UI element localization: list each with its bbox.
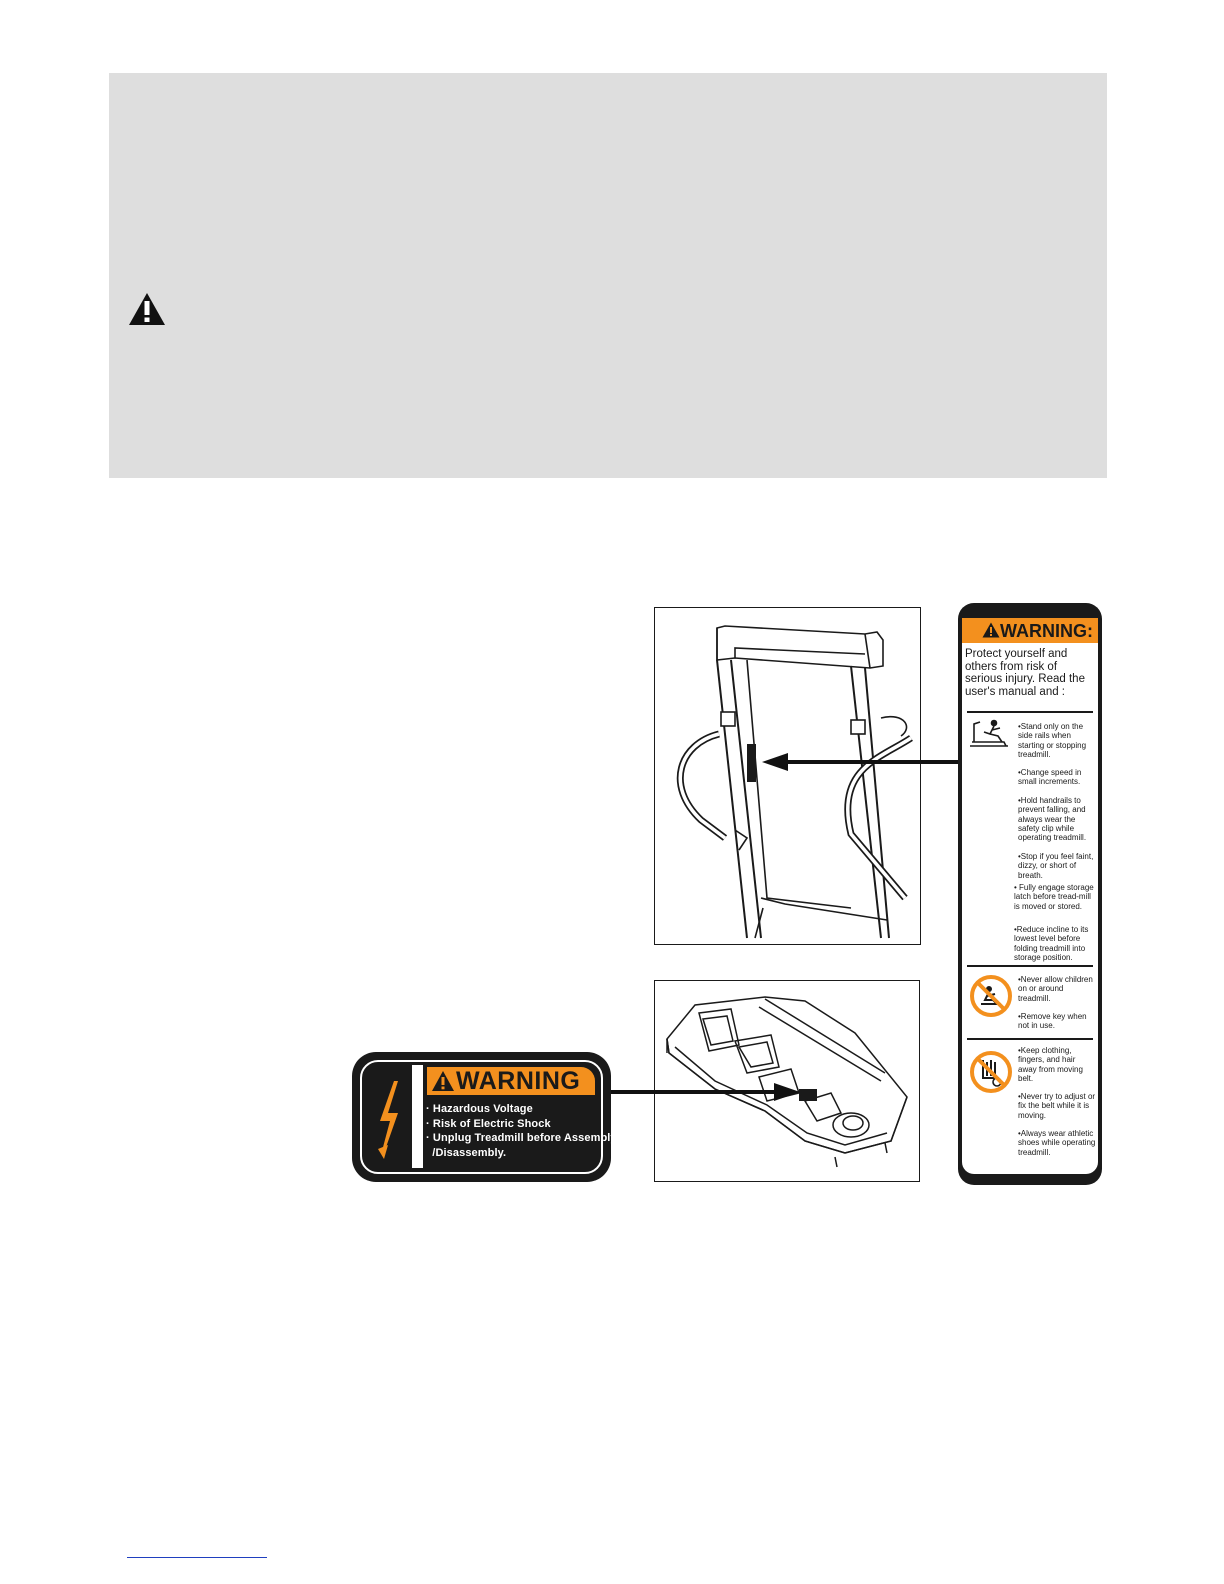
electrical-line: /Disassembly. bbox=[426, 1146, 507, 1159]
upright-treadmill-illustration bbox=[654, 607, 921, 945]
console-illustration bbox=[654, 980, 920, 1182]
label-divider bbox=[412, 1065, 423, 1168]
label-rule bbox=[967, 965, 1093, 967]
pointer-arrow-upright bbox=[762, 752, 960, 772]
instruction-panel bbox=[109, 73, 1107, 478]
no-children-icon bbox=[969, 974, 1013, 1018]
warning-item: •Stop if you feel faint, dizzy, or short of breath. bbox=[1018, 852, 1094, 880]
warning-label-intro: Protect yourself and others from risk of serious injury. Read the user's manual and : bbox=[965, 648, 1085, 698]
warning-item: •Always wear athletic shoes while operating treadmill. bbox=[1018, 1129, 1096, 1157]
warning-triangle-icon bbox=[982, 622, 1000, 638]
label-rule bbox=[967, 711, 1093, 713]
electrical-warning-title: WARNING bbox=[456, 1067, 581, 1095]
electrical-line: · Risk of Electric Shock bbox=[426, 1117, 551, 1130]
electrical-line: · Hazardous Voltage bbox=[426, 1103, 533, 1115]
label-rule bbox=[967, 1038, 1093, 1040]
electrical-warning-header bbox=[427, 1067, 595, 1095]
footer-link-underline bbox=[127, 1557, 267, 1558]
warning-item: •Change speed in small increments. bbox=[1018, 768, 1082, 787]
warning-label-body bbox=[962, 618, 1098, 1174]
warning-item: •Reduce incline to its lowest level before folding treadmill into storage position. bbox=[1014, 925, 1089, 962]
lightning-bolt-icon bbox=[370, 1065, 406, 1168]
warning-item: •Never allow children on or around treadmill. bbox=[1018, 975, 1093, 1003]
warning-label-title: WARNING: bbox=[1000, 621, 1093, 641]
no-hands-belt-icon bbox=[969, 1050, 1013, 1094]
warning-item: •Remove key when not in use. bbox=[1018, 1012, 1087, 1031]
warning-item: •Never try to adjust or fix the belt while it is moving. bbox=[1018, 1092, 1096, 1120]
warning-item: •Stand only on the side rails when starting or stopping treadmill. bbox=[1018, 722, 1087, 759]
electrical-line: · Unplug Treadmill before Assembly bbox=[426, 1132, 617, 1144]
electrical-warning-label bbox=[352, 1052, 617, 1182]
warning-label-header bbox=[962, 618, 1098, 643]
warning-triangle-icon bbox=[431, 1070, 455, 1092]
warning-item: • Fully engage storage latch before tread-mill is moved or stored. bbox=[1014, 883, 1094, 911]
side-rail-icon bbox=[968, 718, 1010, 750]
caution-triangle-icon bbox=[128, 292, 166, 326]
pointer-arrow-console bbox=[610, 1082, 800, 1102]
warning-item: •Keep clothing, fingers, and hair away from moving belt. bbox=[1018, 1046, 1083, 1083]
warning-item: •Hold handrails to prevent falling, and always wear the safety clip while operating treadmill. bbox=[1018, 796, 1087, 843]
electrical-warning-lines bbox=[426, 1102, 617, 1160]
treadmill-warning-label bbox=[958, 603, 1102, 1185]
